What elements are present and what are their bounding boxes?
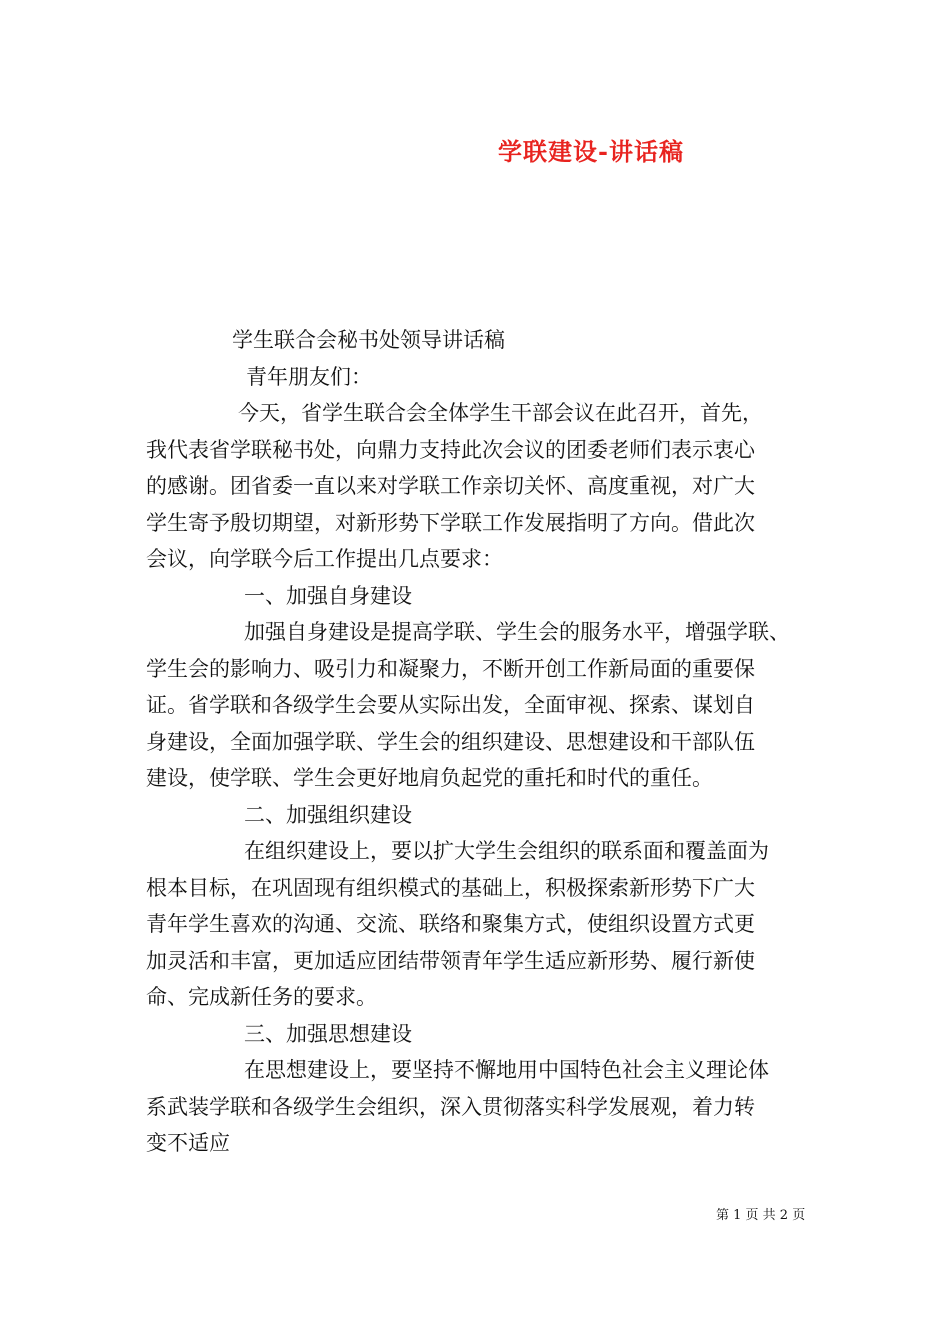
paragraph-line: 证。省学联和各级学生会要从实际出发，全面审视、探索、谋划自 xyxy=(146,693,755,717)
section-heading-1: 一、加强自身建设 xyxy=(244,583,412,608)
page-number-footer: 第 1 页 共 2 页 xyxy=(716,1208,806,1223)
speech-subtitle: 学生联合会秘书处领导讲话稿 xyxy=(232,328,505,352)
document-title: 学联建设-讲话稿 xyxy=(498,137,684,166)
paragraph-line: 青年学生喜欢的沟通、交流、联络和聚集方式，使组织设置方式更 xyxy=(146,912,755,936)
section-heading-2: 二、加强组织建设 xyxy=(244,802,412,827)
section-heading-3: 三、加强思想建设 xyxy=(244,1021,412,1046)
paragraph-line: 今天，省学生联合会全体学生干部会议在此召开，首先， xyxy=(238,401,763,425)
greeting-line: 青年朋友们： xyxy=(246,364,372,389)
paragraph-line: 的感谢。团省委一直以来对学联工作亲切关怀、高度重视，对广大 xyxy=(146,474,755,498)
paragraph-line: 加强自身建设是提高学联、学生会的服务水平，增强学联、 xyxy=(244,620,790,644)
paragraph-line: 在思想建设上，要坚持不懈地用中国特色社会主义理论体 xyxy=(244,1058,769,1082)
paragraph-line: 建设，使学联、学生会更好地肩负起党的重托和时代的重任。 xyxy=(146,766,713,790)
paragraph-line: 在组织建设上，要以扩大学生会组织的联系面和覆盖面为 xyxy=(244,839,769,863)
paragraph-line: 加灵活和丰富，更加适应团结带领青年学生适应新形势、履行新使 xyxy=(146,948,755,973)
paragraph-line: 身建设，全面加强学联、学生会的组织建设、思想建设和干部队伍 xyxy=(146,729,755,754)
paragraph-line: 变不适应 xyxy=(146,1131,230,1155)
paragraph-line: 会议，向学联今后工作提出几点要求： xyxy=(146,547,503,571)
paragraph-line: 系武装学联和各级学生会组织，深入贯彻落实科学发展观，着力转 xyxy=(146,1094,755,1119)
paragraph-line: 命、完成新任务的要求。 xyxy=(146,985,377,1009)
document-body xyxy=(146,322,811,1162)
paragraph-line: 学生会的影响力、吸引力和凝聚力，不断开创工作新局面的重要保 xyxy=(146,656,755,681)
paragraph-line: 根本目标，在巩固现有组织模式的基础上，积极探索新形势下广大 xyxy=(146,875,755,900)
paragraph-line: 我代表省学联秘书处，向鼎力支持此次会议的团委老师们表示衷心 xyxy=(146,437,755,462)
paragraph-line: 学生寄予殷切期望，对新形势下学联工作发展指明了方向。借此次 xyxy=(146,510,755,535)
